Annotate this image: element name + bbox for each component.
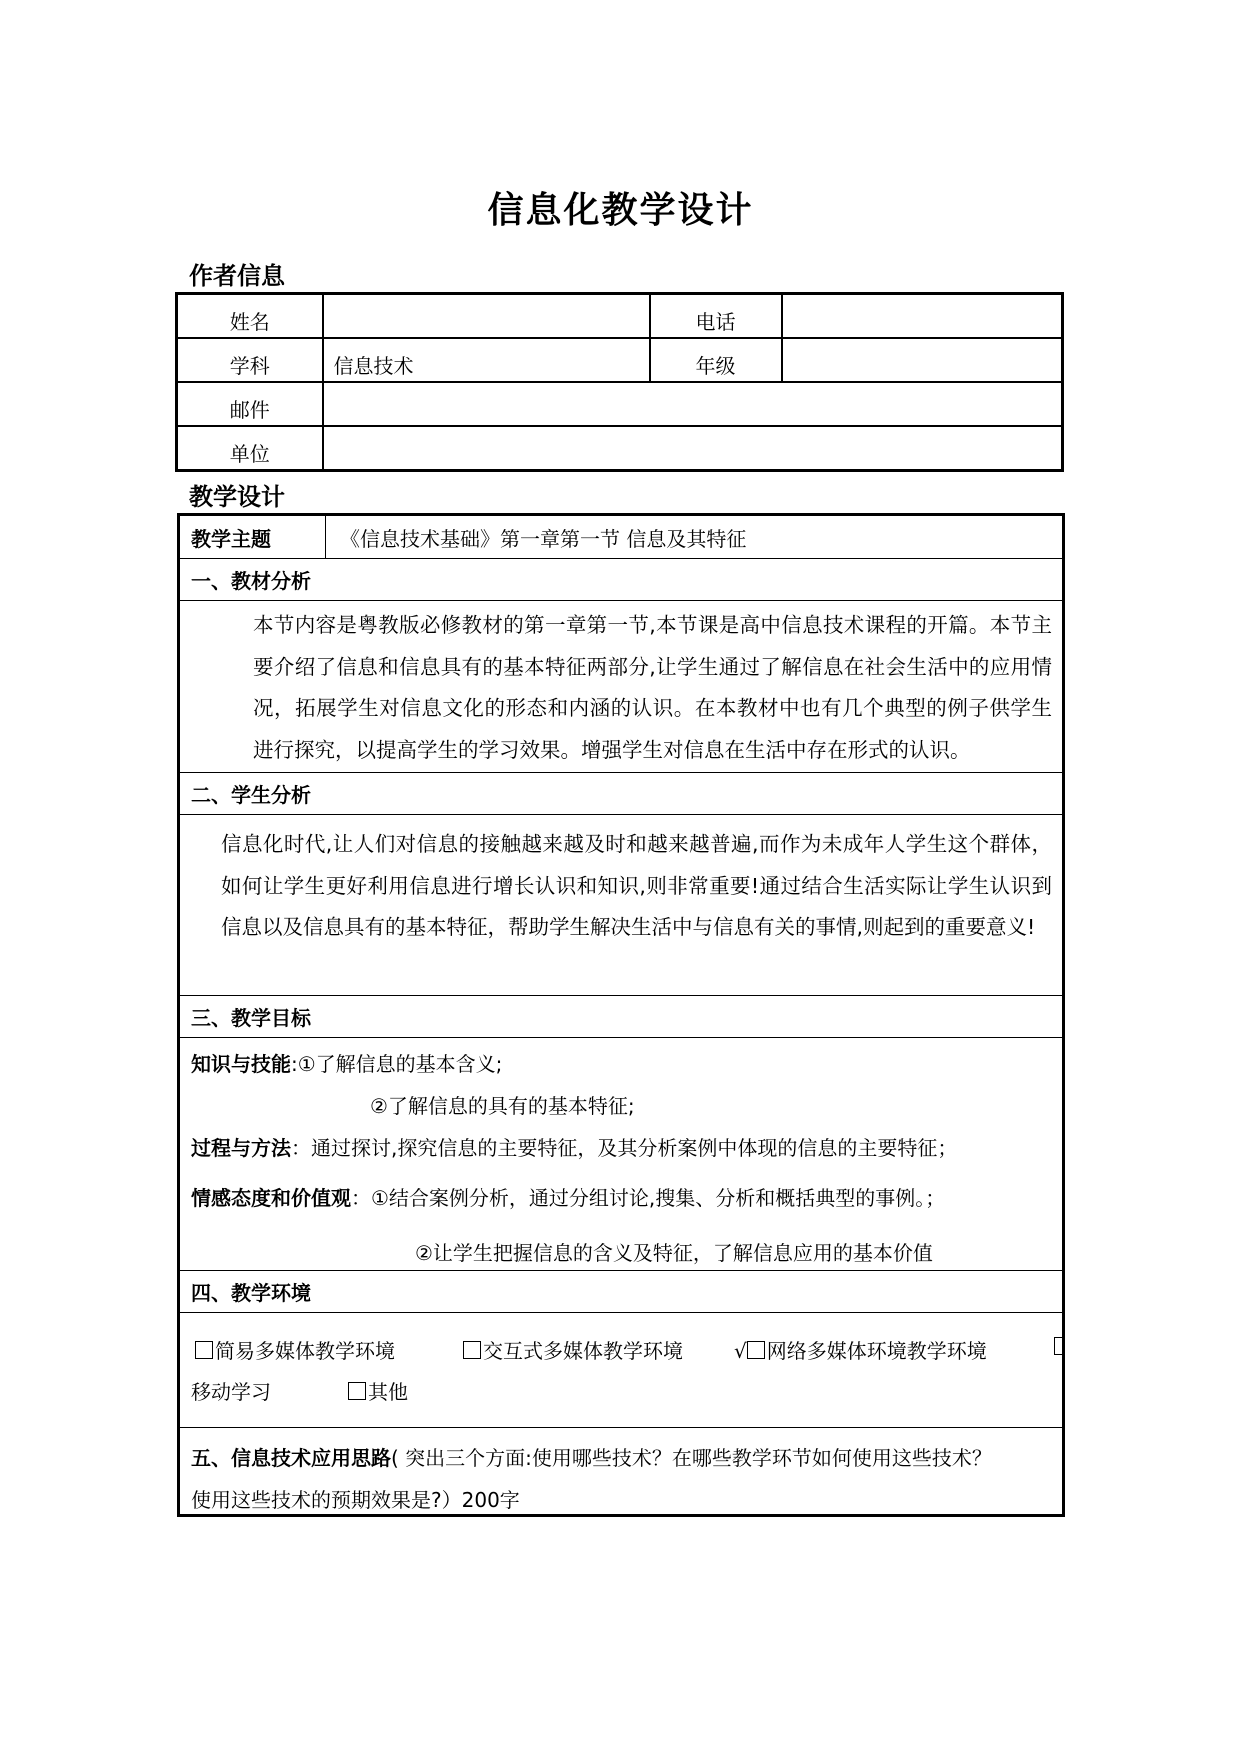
section-2-content[interactable] <box>180 815 1062 996</box>
name-value[interactable] <box>323 294 650 339</box>
goal-emotion-item-2: ②让学生把握信息的含义及特征，了解信息应用的基本价值 <box>415 1241 933 1265</box>
section-5-text-1: ( 突出三个方面:使用哪些技术？在哪些教学环节如何使用这些技术？ <box>391 1446 992 1470</box>
subject-label: 学科 <box>177 338 323 382</box>
theme-row <box>180 516 1062 559</box>
goal-process-text: ：通过探讨,探究信息的主要特征，及其分析案例中体现的信息的主要特征； <box>291 1136 958 1160</box>
teaching-design-heading: 教学设计 <box>189 483 285 511</box>
theme-label: 教学主题 <box>180 516 326 558</box>
theme-value[interactable]: 《信息技术基础》第一章第一节 信息及其特征 <box>340 526 747 551</box>
section-1-content[interactable] <box>180 601 1062 773</box>
goal-knowledge-label: 知识与技能 <box>191 1052 291 1076</box>
email-label: 邮件 <box>177 382 323 426</box>
env-option-mobile-learning: 移动学习 <box>191 1380 271 1404</box>
checkbox-icon[interactable] <box>1054 1337 1062 1355</box>
goal-emotion-item-1: ：①结合案例分析，通过分组讨论,搜集、分析和概括典型的事例。； <box>351 1186 946 1210</box>
env-option-label: 其他 <box>368 1380 408 1404</box>
goal-emotion-line <box>191 1182 945 1211</box>
section-1-heading: 一、教材分析 <box>180 559 1062 601</box>
env-option-network-multimedia[interactable] <box>734 1335 987 1364</box>
checkbox-icon[interactable] <box>747 1341 765 1359</box>
section-5[interactable] <box>180 1428 1062 1514</box>
author-row-email <box>177 382 1063 426</box>
author-row-name <box>177 294 1063 339</box>
env-option-label: 网络多媒体环境教学环境 <box>766 1339 987 1363</box>
goal-process-label: 过程与方法 <box>191 1136 291 1160</box>
goal-knowledge-line <box>191 1048 502 1077</box>
env-option-mobile-checkbox[interactable] <box>1054 1335 1062 1359</box>
env-option-label: 简易多媒体教学环境 <box>215 1339 395 1363</box>
grade-label: 年级 <box>650 338 782 382</box>
section-5-line-1 <box>191 1442 992 1471</box>
author-info-table <box>175 292 1064 472</box>
org-value[interactable] <box>323 426 1063 471</box>
email-value[interactable] <box>323 382 1063 426</box>
env-option-label: 交互式多媒体教学环境 <box>483 1339 683 1363</box>
textbook-analysis-text: 本节内容是粤教版必修教材的第一章第一节,本节课是高中信息技术课程的开篇。本节主要介绍了信息和信息具有的基本特征两部分,让学生通过了解信息在社会生活中的应用情况，拓展学生对信息文化的形态和内涵的认识。在本教材中也有几个典型的例子供学生进行探究，以提高学生的学习效果。增强学生对信息在生活中存在形式的认识。 <box>253 613 1052 762</box>
name-label: 姓名 <box>177 294 323 339</box>
author-info-heading: 作者信息 <box>189 262 285 290</box>
document-title: 信息化教学设计 <box>487 190 754 231</box>
checkbox-icon[interactable] <box>463 1341 481 1359</box>
goal-knowledge-item-1: :①了解信息的基本含义; <box>291 1052 503 1076</box>
author-row-subject <box>177 338 1063 382</box>
section-3-content[interactable] <box>180 1038 1062 1271</box>
goal-knowledge-item-2: ②了解信息的具有的基本特征; <box>370 1094 635 1118</box>
section-4-content <box>180 1313 1062 1428</box>
section-5-text-2: 使用这些技术的预期效果是?）200字 <box>191 1488 520 1512</box>
author-row-org <box>177 426 1063 471</box>
section-3-heading: 三、教学目标 <box>180 996 1062 1038</box>
grade-value[interactable] <box>782 338 1063 382</box>
section-4-heading: 四、教学环境 <box>180 1271 1062 1313</box>
goal-emotion-label: 情感态度和价值观 <box>191 1186 351 1210</box>
checkmark-icon: √ <box>734 1339 747 1363</box>
phone-value[interactable] <box>782 294 1063 339</box>
teaching-design-table <box>177 513 1065 1517</box>
section-2-heading: 二、学生分析 <box>180 773 1062 815</box>
checkbox-icon[interactable] <box>348 1382 366 1400</box>
env-option-interactive-multimedia[interactable] <box>463 1335 683 1364</box>
org-label: 单位 <box>177 426 323 471</box>
goal-process-line <box>191 1132 957 1161</box>
env-option-other[interactable] <box>348 1376 408 1405</box>
student-analysis-text: 信息化时代,让人们对信息的接触越来越及时和越来越普遍,而作为未成年人学生这个群体，如何让学生更好利用信息进行增长认识和知识,则非常重要!通过结合生活实际让学生认识到信息以及信息具有的基本特征，帮助学生解决生活中与信息有关的事情,则起到的重要意义! <box>221 832 1052 939</box>
subject-value[interactable]: 信息技术 <box>323 338 650 382</box>
phone-label: 电话 <box>650 294 782 339</box>
env-option-simple-multimedia[interactable] <box>195 1335 395 1364</box>
checkbox-icon[interactable] <box>195 1341 213 1359</box>
section-5-heading: 五、信息技术应用思路 <box>191 1446 391 1470</box>
